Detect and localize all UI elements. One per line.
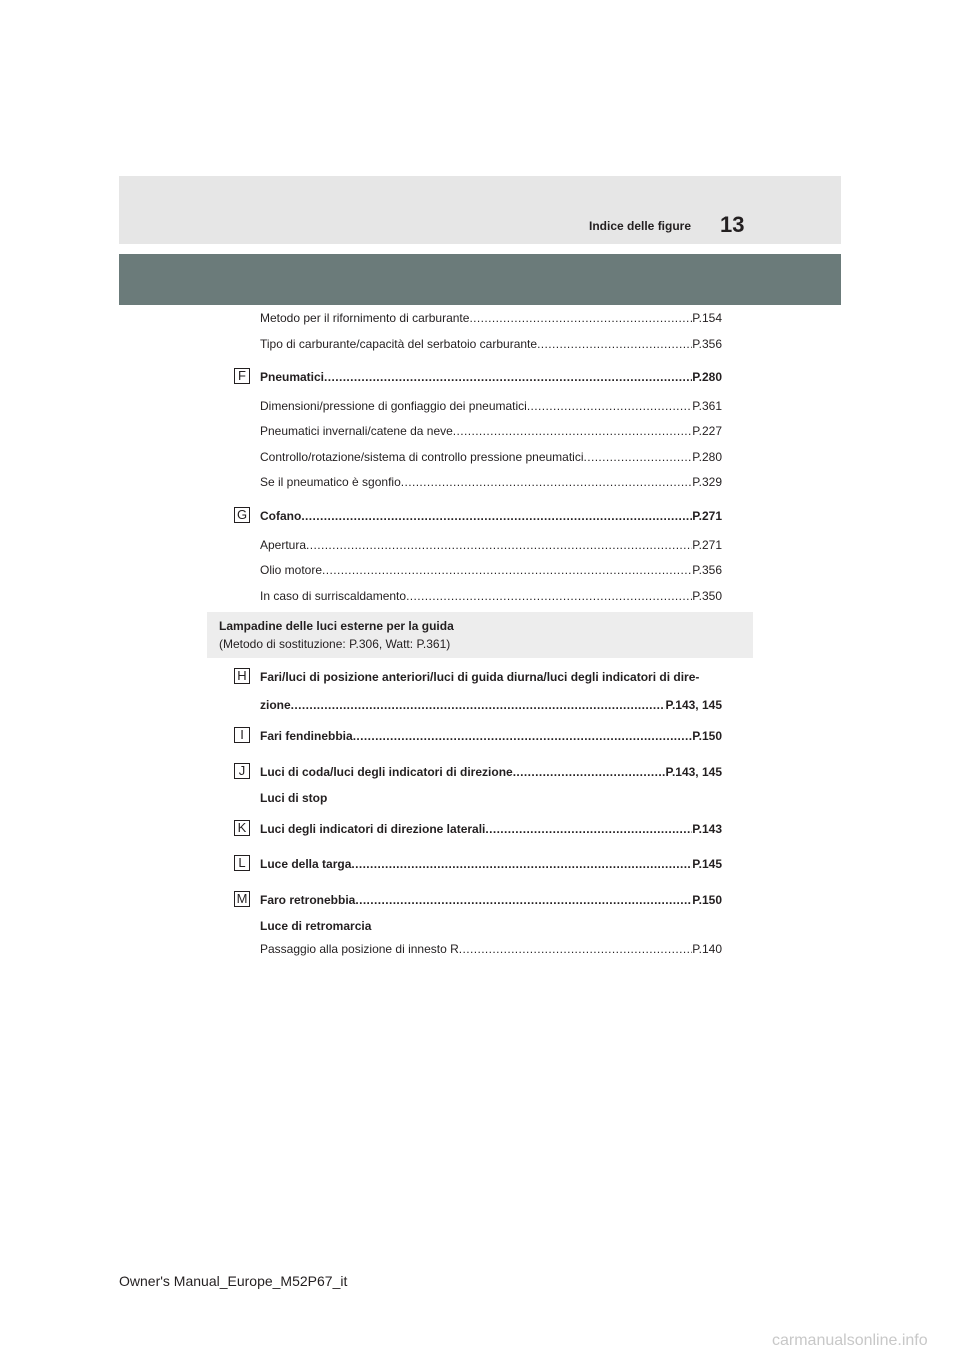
letter-label-m: M [234,891,250,907]
entry-label: Apertura [260,538,307,552]
entry-page: P.356 [692,563,722,577]
letter-label-h: H [234,668,250,684]
toc-entry [260,941,722,957]
entry-page: P.329 [692,475,722,489]
entry-label: Se il pneumatico è sgonfio [260,475,401,489]
entry-label: Luci degli indicatori di direzione laterali [260,822,486,836]
toc-entry [260,697,722,713]
entry-label-line: Luci di stop [260,791,328,805]
leader-dots [355,892,692,908]
toc-entry [260,369,722,385]
toc-entry [260,508,722,524]
leader-dots [584,449,693,465]
entry-label: zione [260,698,291,712]
leader-dots [401,474,692,490]
entry-label: Metodo per il rifornimento di carburante [260,311,470,325]
letter-label-f: F [234,368,250,384]
entry-label: Faro retronebbia [260,893,356,907]
entry-label: Luci di coda/luci degli indicatori di direzione [260,765,513,779]
leader-dots [513,764,666,780]
toc-entry [260,310,722,326]
note-subtitle: (Metodo di sostituzione: P.306, Watt: P.361) [219,637,451,651]
leader-dots [322,562,692,578]
toc-entry [260,821,722,837]
entry-page: P.145 [692,857,722,871]
toc-entry [260,474,722,490]
entry-page: P.227 [692,424,722,438]
letter-label-k: K [234,820,250,836]
letter-label-i: I [234,727,250,743]
entry-page: P.143 [692,822,722,836]
leader-dots [485,821,692,837]
entry-page: P.143, 145 [665,765,722,779]
entry-page: P.280 [692,450,722,464]
entry-page: P.143, 145 [665,698,722,712]
toc-entry [260,764,722,780]
leader-dots [527,398,692,414]
note-title: Lampadine delle luci esterne per la guida [219,619,454,633]
toc-entry [260,728,722,744]
entry-label: Cofano [260,509,302,523]
letter-label-j: J [234,763,250,779]
leader-dots [301,508,692,524]
leader-dots [459,941,692,957]
toc-entry [260,423,722,439]
entry-page: P.150 [692,729,722,743]
entry-page: P.361 [692,399,722,413]
leader-dots [537,336,692,352]
entry-label: Dimensioni/pressione di gonfiaggio dei pneumatici [260,399,527,413]
watermark: carmanualsonline.info [772,1332,928,1349]
entry-page: P.271 [692,538,722,552]
leader-dots [406,588,692,604]
entry-page: P.271 [692,509,722,523]
toc-entry [260,588,722,604]
toc-entry [260,856,722,872]
leader-dots [291,697,666,713]
leader-dots [306,537,692,553]
leader-dots [469,310,692,326]
entry-label: Pneumatici invernali/catene da neve [260,424,453,438]
leader-dots [353,728,693,744]
section-title: Indice delle figure [589,219,692,233]
entry-page: P.154 [692,311,722,325]
header-bar [119,254,841,305]
entry-label: Passaggio alla posizione di innesto R [260,942,459,956]
toc-entry [260,336,722,352]
entry-page: P.356 [692,337,722,351]
footer-text: Owner's Manual_Europe_M52P67_it [119,1273,348,1289]
toc-entry [260,892,722,908]
entry-label-line: Fari/luci di posizione anteriori/luci di guida diurna/luci degli indicatori di dire- [260,670,700,684]
page-number: 13 [720,212,745,237]
entry-label: Fari fendinebbia [260,729,353,743]
entry-page: P.150 [692,893,722,907]
entry-page: P.350 [692,589,722,603]
leader-dots [351,856,692,872]
entry-label-line: Luce di retromarcia [260,919,372,933]
leader-dots [453,423,692,439]
leader-dots [324,369,692,385]
entry-label: In caso di surriscaldamento [260,589,407,603]
toc-entry [260,537,722,553]
entry-label: Olio motore [260,563,323,577]
entry-label: Tipo di carburante/capacità del serbatoio carburante [260,337,538,351]
entry-label: Luce della targa [260,857,352,871]
letter-label-l: L [234,855,250,871]
entry-label: Controllo/rotazione/sistema di controllo pressione pneumatici [260,450,584,464]
entry-page: P.280 [692,370,722,384]
toc-entry [260,562,722,578]
entry-page: P.140 [692,942,722,956]
toc-entry [260,449,722,465]
entry-label: Pneumatici [260,370,325,384]
note-box [207,612,753,658]
toc-entry [260,398,722,414]
letter-label-g: G [234,507,250,523]
